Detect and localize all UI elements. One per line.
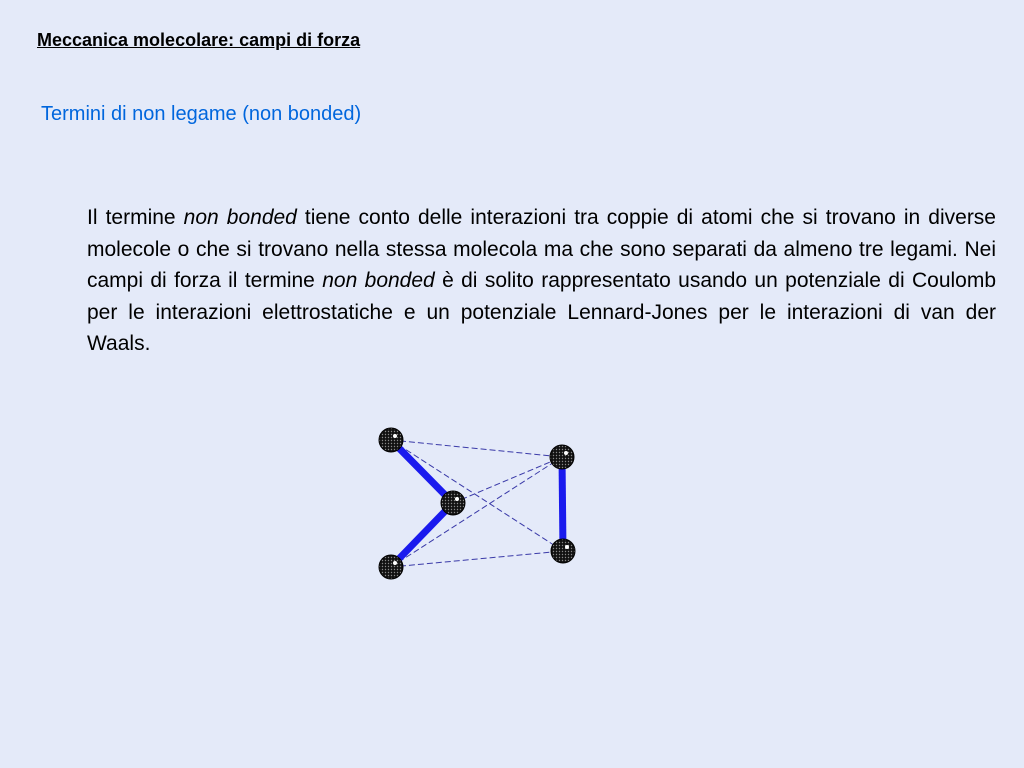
non-bonded-line xyxy=(391,551,563,567)
non-bonded-line xyxy=(453,457,562,503)
term-non-bonded-2: non bonded xyxy=(322,269,435,292)
section-subtitle: Termini di non legame (non bonded) xyxy=(41,103,362,125)
body-text-part-2: tiene conto delle interazioni tra coppie di atomi che si trovano in diverse molecole o che si trovano nella stessa molecola ma che sono separati da almeno tre legami. Nei campi di forza il termine xyxy=(87,206,996,292)
molecule-diagram xyxy=(360,415,590,590)
atom xyxy=(379,428,403,452)
non-bonded-line xyxy=(391,440,563,551)
covalent-bonds xyxy=(391,440,563,567)
atom xyxy=(379,555,403,579)
body-text-part-3: è di solito rappresentato usando un potenziale di Coulomb per le interazioni elettrostatiche e un potenziale Lennard-Jones per le interazioni di van der Waals. xyxy=(87,269,997,355)
body-text-part-1: Il termine xyxy=(87,206,184,229)
non-bonded-interactions xyxy=(391,440,563,567)
non-bonded-line xyxy=(391,457,562,567)
bond-line xyxy=(562,457,563,551)
atom xyxy=(551,539,575,563)
bond-line xyxy=(391,503,453,567)
term-non-bonded-1: non bonded xyxy=(183,206,297,229)
atom xyxy=(441,491,465,515)
bond-line xyxy=(391,440,453,503)
atom xyxy=(550,445,574,469)
slide-header-title: Meccanica molecolare: campi di forza xyxy=(37,30,361,50)
non-bonded-line xyxy=(391,440,562,457)
body-paragraph xyxy=(87,202,996,360)
